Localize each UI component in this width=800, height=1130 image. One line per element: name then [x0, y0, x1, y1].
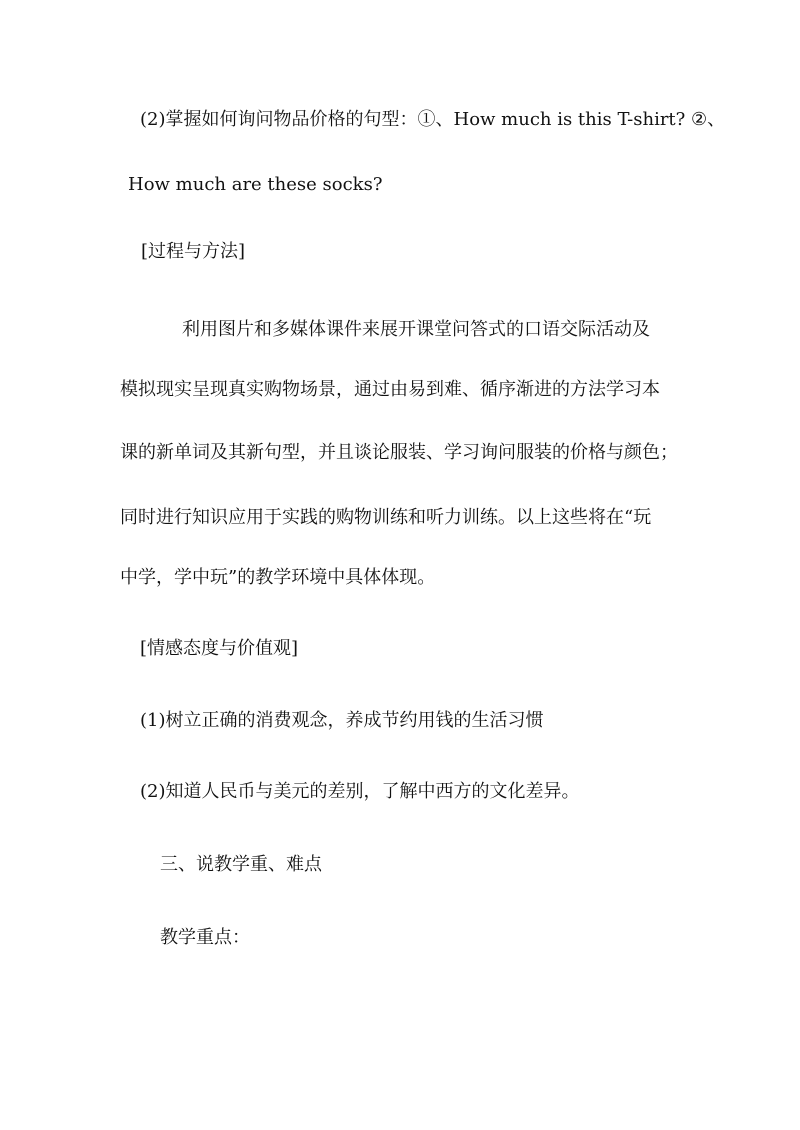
subheading: 教学重点： [160, 927, 250, 948]
text-line: 课的新单词及其新句型，并且谈论服装、学习询问服装的价格与颜色； [120, 442, 678, 463]
section-heading: [情感态度与价值观] [140, 638, 299, 659]
text-line: How much are these socks? [128, 174, 383, 195]
text-line: 利用图片和多媒体课件来展开课堂问答式的口语交际活动及 [182, 319, 650, 340]
text-line: 中学，学中玩”的教学环境中具体体现。 [120, 567, 436, 588]
section-heading: 三、说教学重、难点 [160, 854, 322, 875]
text-line: 模拟现实呈现真实购物场景，通过由易到难、循序渐进的方法学习本 [120, 379, 660, 400]
text-line: (1)树立正确的消费观念，养成节约用钱的生活习惯 [140, 710, 544, 731]
section-heading: [过程与方法] [141, 241, 246, 262]
text-line: (2)掌握如何询问物品价格的句型：①、How much is this T-shirt? ②、 [140, 109, 726, 130]
text-line: (2)知道人民币与美元的差别，了解中西方的文化差异。 [140, 781, 580, 802]
text-line: 同时进行知识应用于实践的购物训练和听力训练。以上这些将在“玩 [120, 507, 652, 528]
